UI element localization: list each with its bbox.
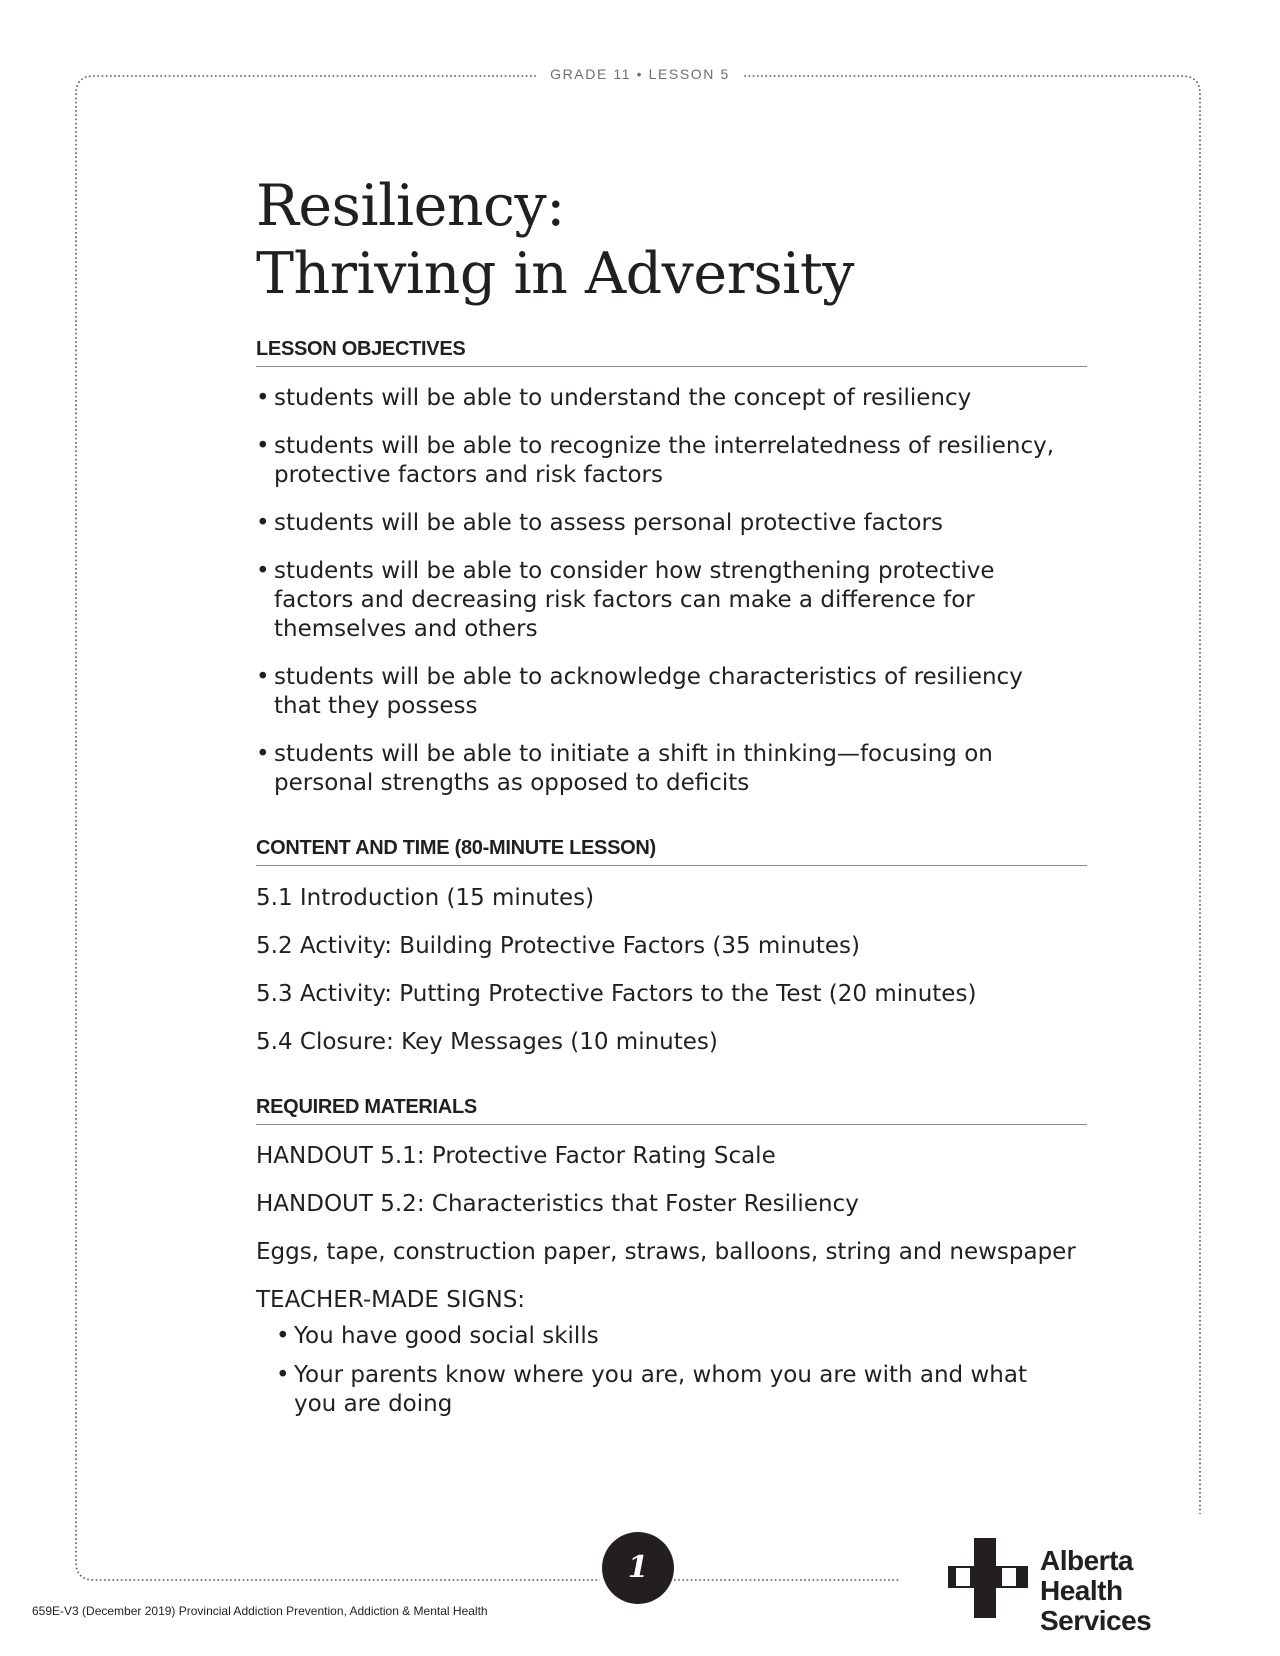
objectives-list — [254, 384, 1094, 817]
footer-note: 659E-V3 (December 2019) Provincial Addiction Prevention, Addiction & Mental Health — [32, 1604, 488, 1618]
page-number: 1 — [602, 1532, 674, 1604]
logo-line-1: Alberta Health — [1040, 1545, 1133, 1606]
ahs-wordmark — [1040, 1546, 1208, 1636]
title-line-1: Resiliency: — [256, 173, 565, 239]
content-item: 5.1 Introduction (15 minutes) — [256, 885, 595, 911]
grade-lesson-label: GRADE 11 • LESSON 5 — [538, 64, 742, 84]
objectives-heading: LESSON OBJECTIVES — [256, 336, 1087, 367]
objective-item: • students will be able to recognize the interrelatedness of resiliency, protective factors and risk factors — [256, 433, 1055, 488]
materials-heading: REQUIRED MATERIALS — [256, 1094, 1087, 1125]
title-line-2: Thriving in Adversity — [256, 241, 854, 307]
content-time-heading: CONTENT AND TIME (80-MINUTE LESSON) — [256, 835, 1087, 866]
content-item: 5.2 Activity: Building Protective Factors (35 minutes) — [256, 933, 861, 959]
sign-item: • Your parents know where you are, whom you are with and what you are doing — [276, 1362, 1027, 1417]
content-item: 5.3 Activity: Putting Protective Factors to the Test (20 minutes) — [256, 981, 977, 1007]
objective-item: • students will be able to acknowledge characteristics of resiliency that they possess — [256, 664, 1023, 719]
material-item: HANDOUT 5.1: Protective Factor Rating Scale — [256, 1143, 776, 1169]
material-item: Eggs, tape, construction paper, straws, balloons, string and newspaper — [256, 1239, 1076, 1265]
objective-item: • students will be able to consider how strengthening protective factors and decreasing risk factors can make a difference for themselves and others — [256, 558, 995, 642]
ahs-cross-icon — [948, 1538, 1028, 1618]
ahs-logo — [948, 1538, 1208, 1636]
material-item: TEACHER-MADE SIGNS: — [256, 1287, 526, 1313]
sign-item: • You have good social skills — [276, 1323, 599, 1349]
material-item: HANDOUT 5.2: Characteristics that Foster Resiliency — [256, 1191, 859, 1217]
teacher-signs-list — [274, 1322, 1094, 1429]
materials-list — [256, 1142, 1076, 1334]
objective-item: • students will be able to assess personal protective factors — [256, 510, 943, 536]
content-time-list — [256, 884, 976, 1076]
content-item: 5.4 Closure: Key Messages (10 minutes) — [256, 1029, 718, 1055]
objective-item: • students will be able to understand the concept of resiliency — [256, 385, 972, 411]
page-title — [256, 172, 854, 308]
objective-item: • students will be able to initiate a shift in thinking—focusing on personal strengths as opposed to deficits — [256, 741, 993, 796]
logo-line-2: Services — [1040, 1605, 1152, 1636]
